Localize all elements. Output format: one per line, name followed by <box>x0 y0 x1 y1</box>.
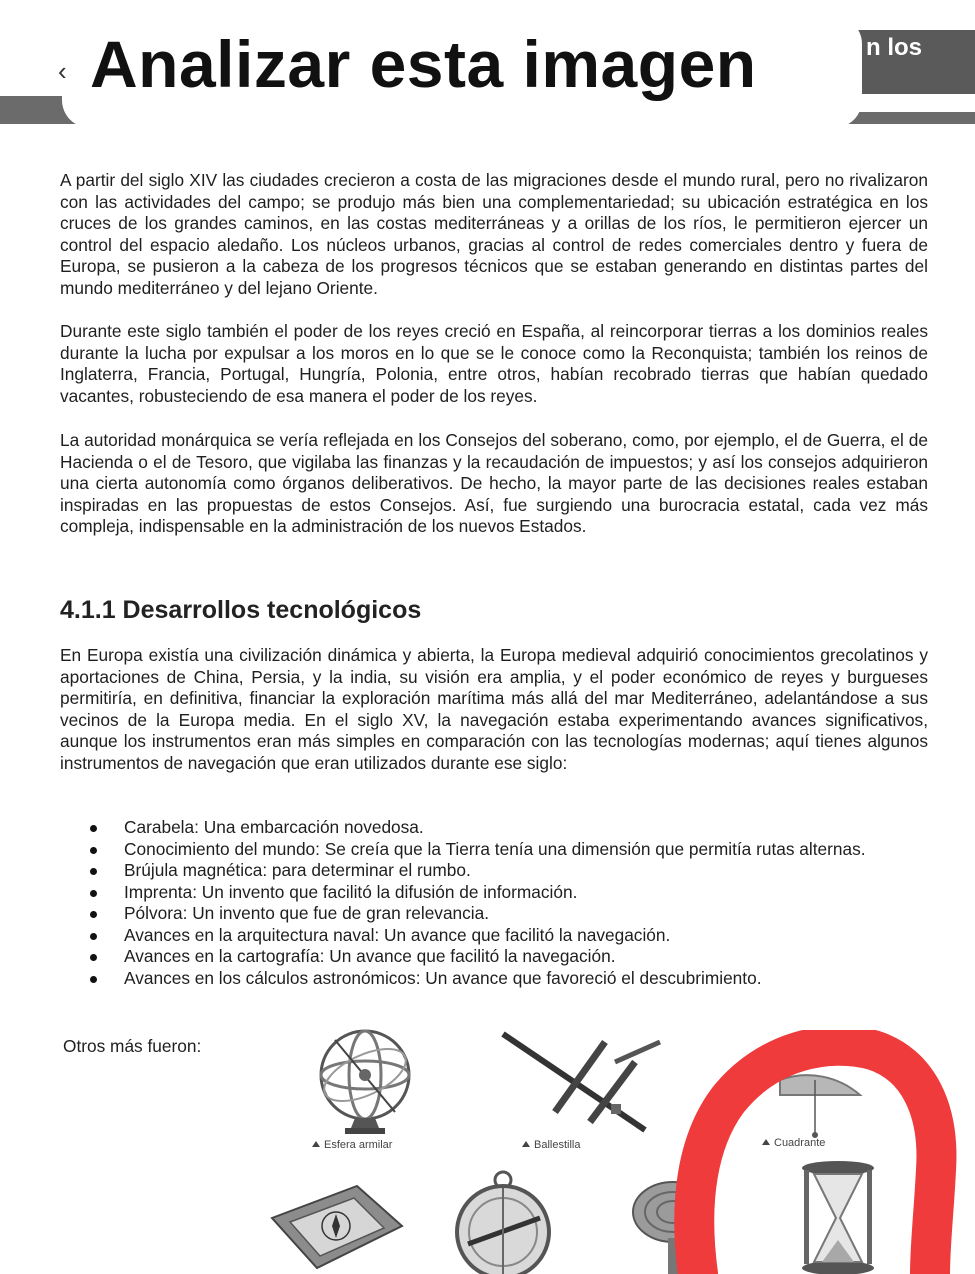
caption-text: Ballestilla <box>534 1139 581 1151</box>
banner-edge-mark: ‹ <box>58 56 67 86</box>
header-partial-text: n los <box>866 34 923 61</box>
paragraph-2: Durante este siglo también el poder de los reyes creció en España, al reincorporar tierras a los dominios reales durante la lucha por expulsar a los moros en lo que se le conoce como la Reconquista; también los reinos de Inglaterra, Francia, Portugal, Hungría, Polonia, entre otros, habían recobrado tierras que habían quedado vacantes, robusteciendo de esa manera el poder de los reyes. <box>60 321 928 406</box>
caption-ballestilla <box>522 1139 580 1151</box>
paragraph-1: A partir del siglo XIV las ciudades crecieron a costa de las migraciones desde el mundo rural, pero no rivalizaron con las actividades del campo; se produjo más bien una complementariedad; su ubicación estratégica en los cruces de los grandes caminos, en las costas mediterráneas y a orillas de los ríos, le permitieron ejercer un control del espacio aledaño. Los núcleos urbanos, gracias al control de redes comerciales dentro y fuera de Europa, se pusieron a la cabeza de los progresos técnicos que se estaban generando en distintas partes del mundo mediterráneo y del lejano Oriente. <box>60 170 928 298</box>
section-intro: En Europa existía una civilización dinámica y abierta, la Europa medieval adquirió conocimientos grecolatinos y aportaciones de China, Persia, y la india, su visión era amplia, y el poder económico de reyes y burgueses permitiría, en definitiva, financiar la exploración marítima más allá del mar Mediterráneo, adelantándose a sus vecinos de la Europa media. En el siglo XV, la navegación estaba experimentando avances significativos, aunque los instrumentos eran más simples en comparación con las tecnologías modernas; aquí tienes algunos instrumentos de navegación que eran utilizados durante ese siglo: <box>60 645 928 773</box>
list-item: Imprenta: Un invento que facilitó la difusión de información. <box>90 882 930 904</box>
armillary-sphere-illustration <box>305 1020 425 1140</box>
banner-title: Analizar esta imagen <box>90 27 757 101</box>
caption-marker-icon <box>312 1141 320 1147</box>
compass-box-illustration <box>262 1178 412 1274</box>
list-item: Avances en la arquitectura naval: Un avance que facilitó la navegación. <box>90 925 930 947</box>
others-label: Otros más fueron: <box>63 1036 202 1056</box>
list-item: Pólvora: Un invento que fue de gran relevancia. <box>90 903 930 925</box>
list-item: Avances en la cartografía: Un avance que facilitó la navegación. <box>90 946 930 968</box>
hourglass-illustration <box>798 1160 878 1274</box>
caption-text: Esfera armilar <box>324 1139 393 1151</box>
list-item: Brújula magnética: para determinar el rumbo. <box>90 860 930 882</box>
list-item: Conocimiento del mundo: Se creía que la Tierra tenía una dimensión que permitía rutas alternas. <box>90 839 930 861</box>
caption-marker-icon <box>522 1141 530 1147</box>
instrument-list <box>90 817 930 989</box>
list-item: Carabela: Una embarcación novedosa. <box>90 817 930 839</box>
caption-text: Cuadrante <box>774 1137 826 1149</box>
caption-esfera-armilar <box>312 1139 392 1151</box>
astrolabe-illustration <box>448 1166 558 1274</box>
section-title: 4.1.1 Desarrollos tecnológicos <box>60 596 422 624</box>
ballestilla-illustration <box>495 1022 665 1142</box>
list-item: Avances en los cálculos astronómicos: Un avance que favoreció el descubrimiento. <box>90 968 930 990</box>
paragraph-3: La autoridad monárquica se vería reflejada en los Consejos del soberano, como, por ejemplo, el de Guerra, el de Hacienda o el de Tesoro, que vigilaba las finanzas y la recaudación de impuestos; y así los consejos adquirieron una cierta autonomía como órganos deliberativos. De hecho, la mayor parte de las decisiones reales estaban inspiradas en las propuestas de estos Consejos. Así, fue surgiendo una burocracia estatal, cada vez más compleja, indispensable en la administración de los nuevos Estados. <box>60 430 928 536</box>
